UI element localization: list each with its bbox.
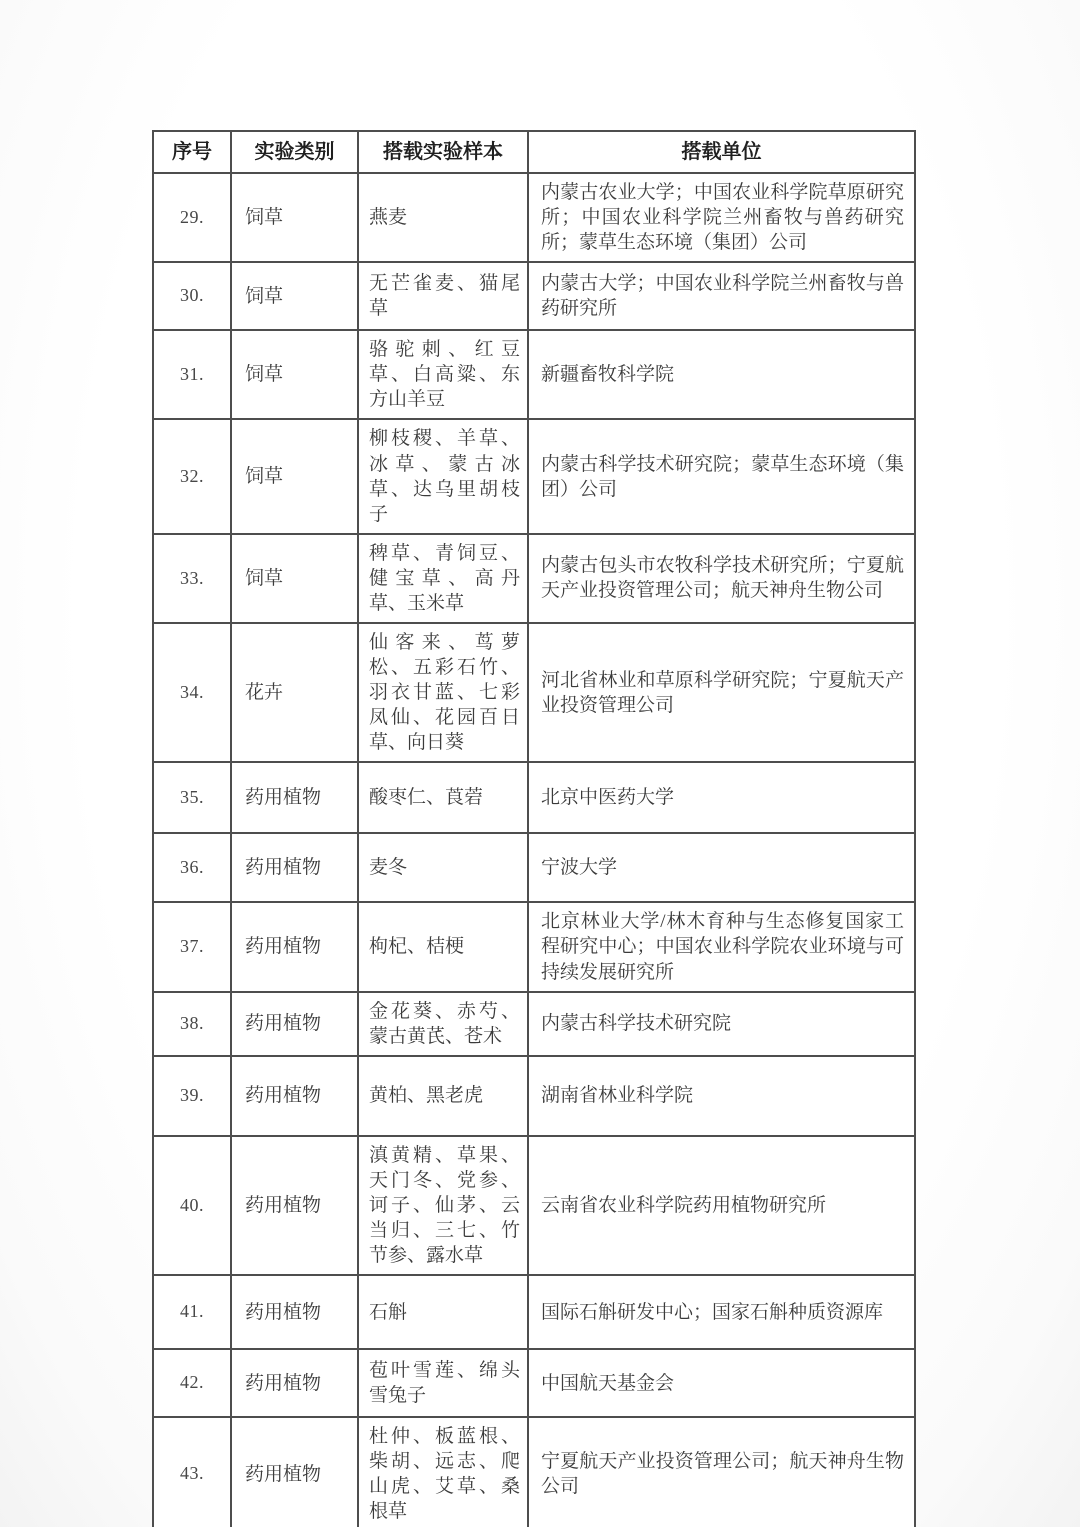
table-row xyxy=(153,534,915,623)
row-number: 29. xyxy=(153,173,231,262)
row-sample: 杜仲、板蓝根、柴胡、远志、爬山虎、艾草、桑根草 xyxy=(358,1417,528,1527)
table-row xyxy=(153,262,915,330)
table-row xyxy=(153,1349,915,1417)
column-header-sample: 搭载实验样本 xyxy=(358,131,528,173)
table-row xyxy=(153,623,915,762)
row-sample: 燕麦 xyxy=(358,173,528,262)
row-sample: 柳枝稷、羊草、冰草、蒙古冰草、达乌里胡枝子 xyxy=(358,419,528,533)
row-sample: 黄柏、黑老虎 xyxy=(358,1056,528,1136)
row-number: 40. xyxy=(153,1136,231,1275)
row-unit: 河北省林业和草原科学研究院；宁夏航天产业投资管理公司 xyxy=(528,623,915,762)
row-category: 药用植物 xyxy=(231,1136,358,1275)
row-sample: 麦冬 xyxy=(358,833,528,902)
row-number: 37. xyxy=(153,902,231,991)
row-sample: 枸杞、桔梗 xyxy=(358,902,528,991)
row-unit: 内蒙古大学；中国农业科学院兰州畜牧与兽药研究所 xyxy=(528,262,915,330)
row-sample: 石斛 xyxy=(358,1275,528,1349)
table-row xyxy=(153,419,915,533)
column-header-number: 序号 xyxy=(153,131,231,173)
row-category: 花卉 xyxy=(231,623,358,762)
row-unit: 宁波大学 xyxy=(528,833,915,902)
row-category: 饲草 xyxy=(231,419,358,533)
row-unit: 北京林业大学/林木育种与生态修复国家工程研究中心；中国农业科学院农业环境与可持续发展研究所 xyxy=(528,902,915,991)
row-sample: 仙客来、茑萝松、五彩石竹、羽衣甘蓝、七彩凤仙、花园百日草、向日葵 xyxy=(358,623,528,762)
column-header-unit: 搭载单位 xyxy=(528,131,915,173)
row-unit: 内蒙古农业大学；中国农业科学院草原研究所；中国农业科学院兰州畜牧与兽药研究所；蒙草生态环境（集团）公司 xyxy=(528,173,915,262)
row-unit: 内蒙古包头市农牧科学技术研究所；宁夏航天产业投资管理公司；航天神舟生物公司 xyxy=(528,534,915,623)
row-number: 34. xyxy=(153,623,231,762)
table-row xyxy=(153,173,915,262)
table-row xyxy=(153,833,915,902)
payload-sample-table xyxy=(152,130,916,1527)
row-number: 38. xyxy=(153,992,231,1056)
row-number: 41. xyxy=(153,1275,231,1349)
row-category: 饲草 xyxy=(231,534,358,623)
row-unit: 中国航天基金会 xyxy=(528,1349,915,1417)
row-category: 饲草 xyxy=(231,262,358,330)
table-row xyxy=(153,330,915,419)
row-number: 43. xyxy=(153,1417,231,1527)
row-unit: 国际石斛研发中心；国家石斛种质资源库 xyxy=(528,1275,915,1349)
row-number: 35. xyxy=(153,762,231,833)
row-unit: 内蒙古科学技术研究院；蒙草生态环境（集团）公司 xyxy=(528,419,915,533)
row-unit: 内蒙古科学技术研究院 xyxy=(528,992,915,1056)
row-unit: 北京中医药大学 xyxy=(528,762,915,833)
row-category: 药用植物 xyxy=(231,992,358,1056)
row-sample: 无芒雀麦、猫尾草 xyxy=(358,262,528,330)
row-category: 药用植物 xyxy=(231,1417,358,1527)
table-row xyxy=(153,762,915,833)
row-sample: 稗草、青饲豆、健宝草、高丹草、玉米草 xyxy=(358,534,528,623)
row-number: 33. xyxy=(153,534,231,623)
row-number: 36. xyxy=(153,833,231,902)
row-category: 药用植物 xyxy=(231,833,358,902)
row-number: 32. xyxy=(153,419,231,533)
row-number: 42. xyxy=(153,1349,231,1417)
row-sample: 苞叶雪莲、绵头雪兔子 xyxy=(358,1349,528,1417)
row-category: 饲草 xyxy=(231,173,358,262)
table-row xyxy=(153,1056,915,1136)
row-unit: 湖南省林业科学院 xyxy=(528,1056,915,1136)
row-category: 药用植物 xyxy=(231,902,358,991)
row-sample: 酸枣仁、莨菪 xyxy=(358,762,528,833)
table-row xyxy=(153,902,915,991)
row-sample: 金花葵、赤芍、蒙古黄芪、苍术 xyxy=(358,992,528,1056)
row-category: 药用植物 xyxy=(231,762,358,833)
row-number: 31. xyxy=(153,330,231,419)
table-row xyxy=(153,992,915,1056)
row-number: 39. xyxy=(153,1056,231,1136)
table-row xyxy=(153,1275,915,1349)
column-header-category: 实验类别 xyxy=(231,131,358,173)
row-category: 药用植物 xyxy=(231,1056,358,1136)
row-unit: 新疆畜牧科学院 xyxy=(528,330,915,419)
row-category: 药用植物 xyxy=(231,1275,358,1349)
table-body xyxy=(153,173,915,1527)
row-unit: 云南省农业科学院药用植物研究所 xyxy=(528,1136,915,1275)
row-category: 饲草 xyxy=(231,330,358,419)
row-category: 药用植物 xyxy=(231,1349,358,1417)
header-row xyxy=(153,131,915,173)
table-row xyxy=(153,1136,915,1275)
row-number: 30. xyxy=(153,262,231,330)
row-sample: 骆驼刺、红豆草、白高粱、东方山羊豆 xyxy=(358,330,528,419)
row-sample: 滇黄精、草果、天门冬、党参、诃子、仙茅、云当归、三七、竹节参、露水草 xyxy=(358,1136,528,1275)
row-unit: 宁夏航天产业投资管理公司；航天神舟生物公司 xyxy=(528,1417,915,1527)
table-row xyxy=(153,1417,915,1527)
